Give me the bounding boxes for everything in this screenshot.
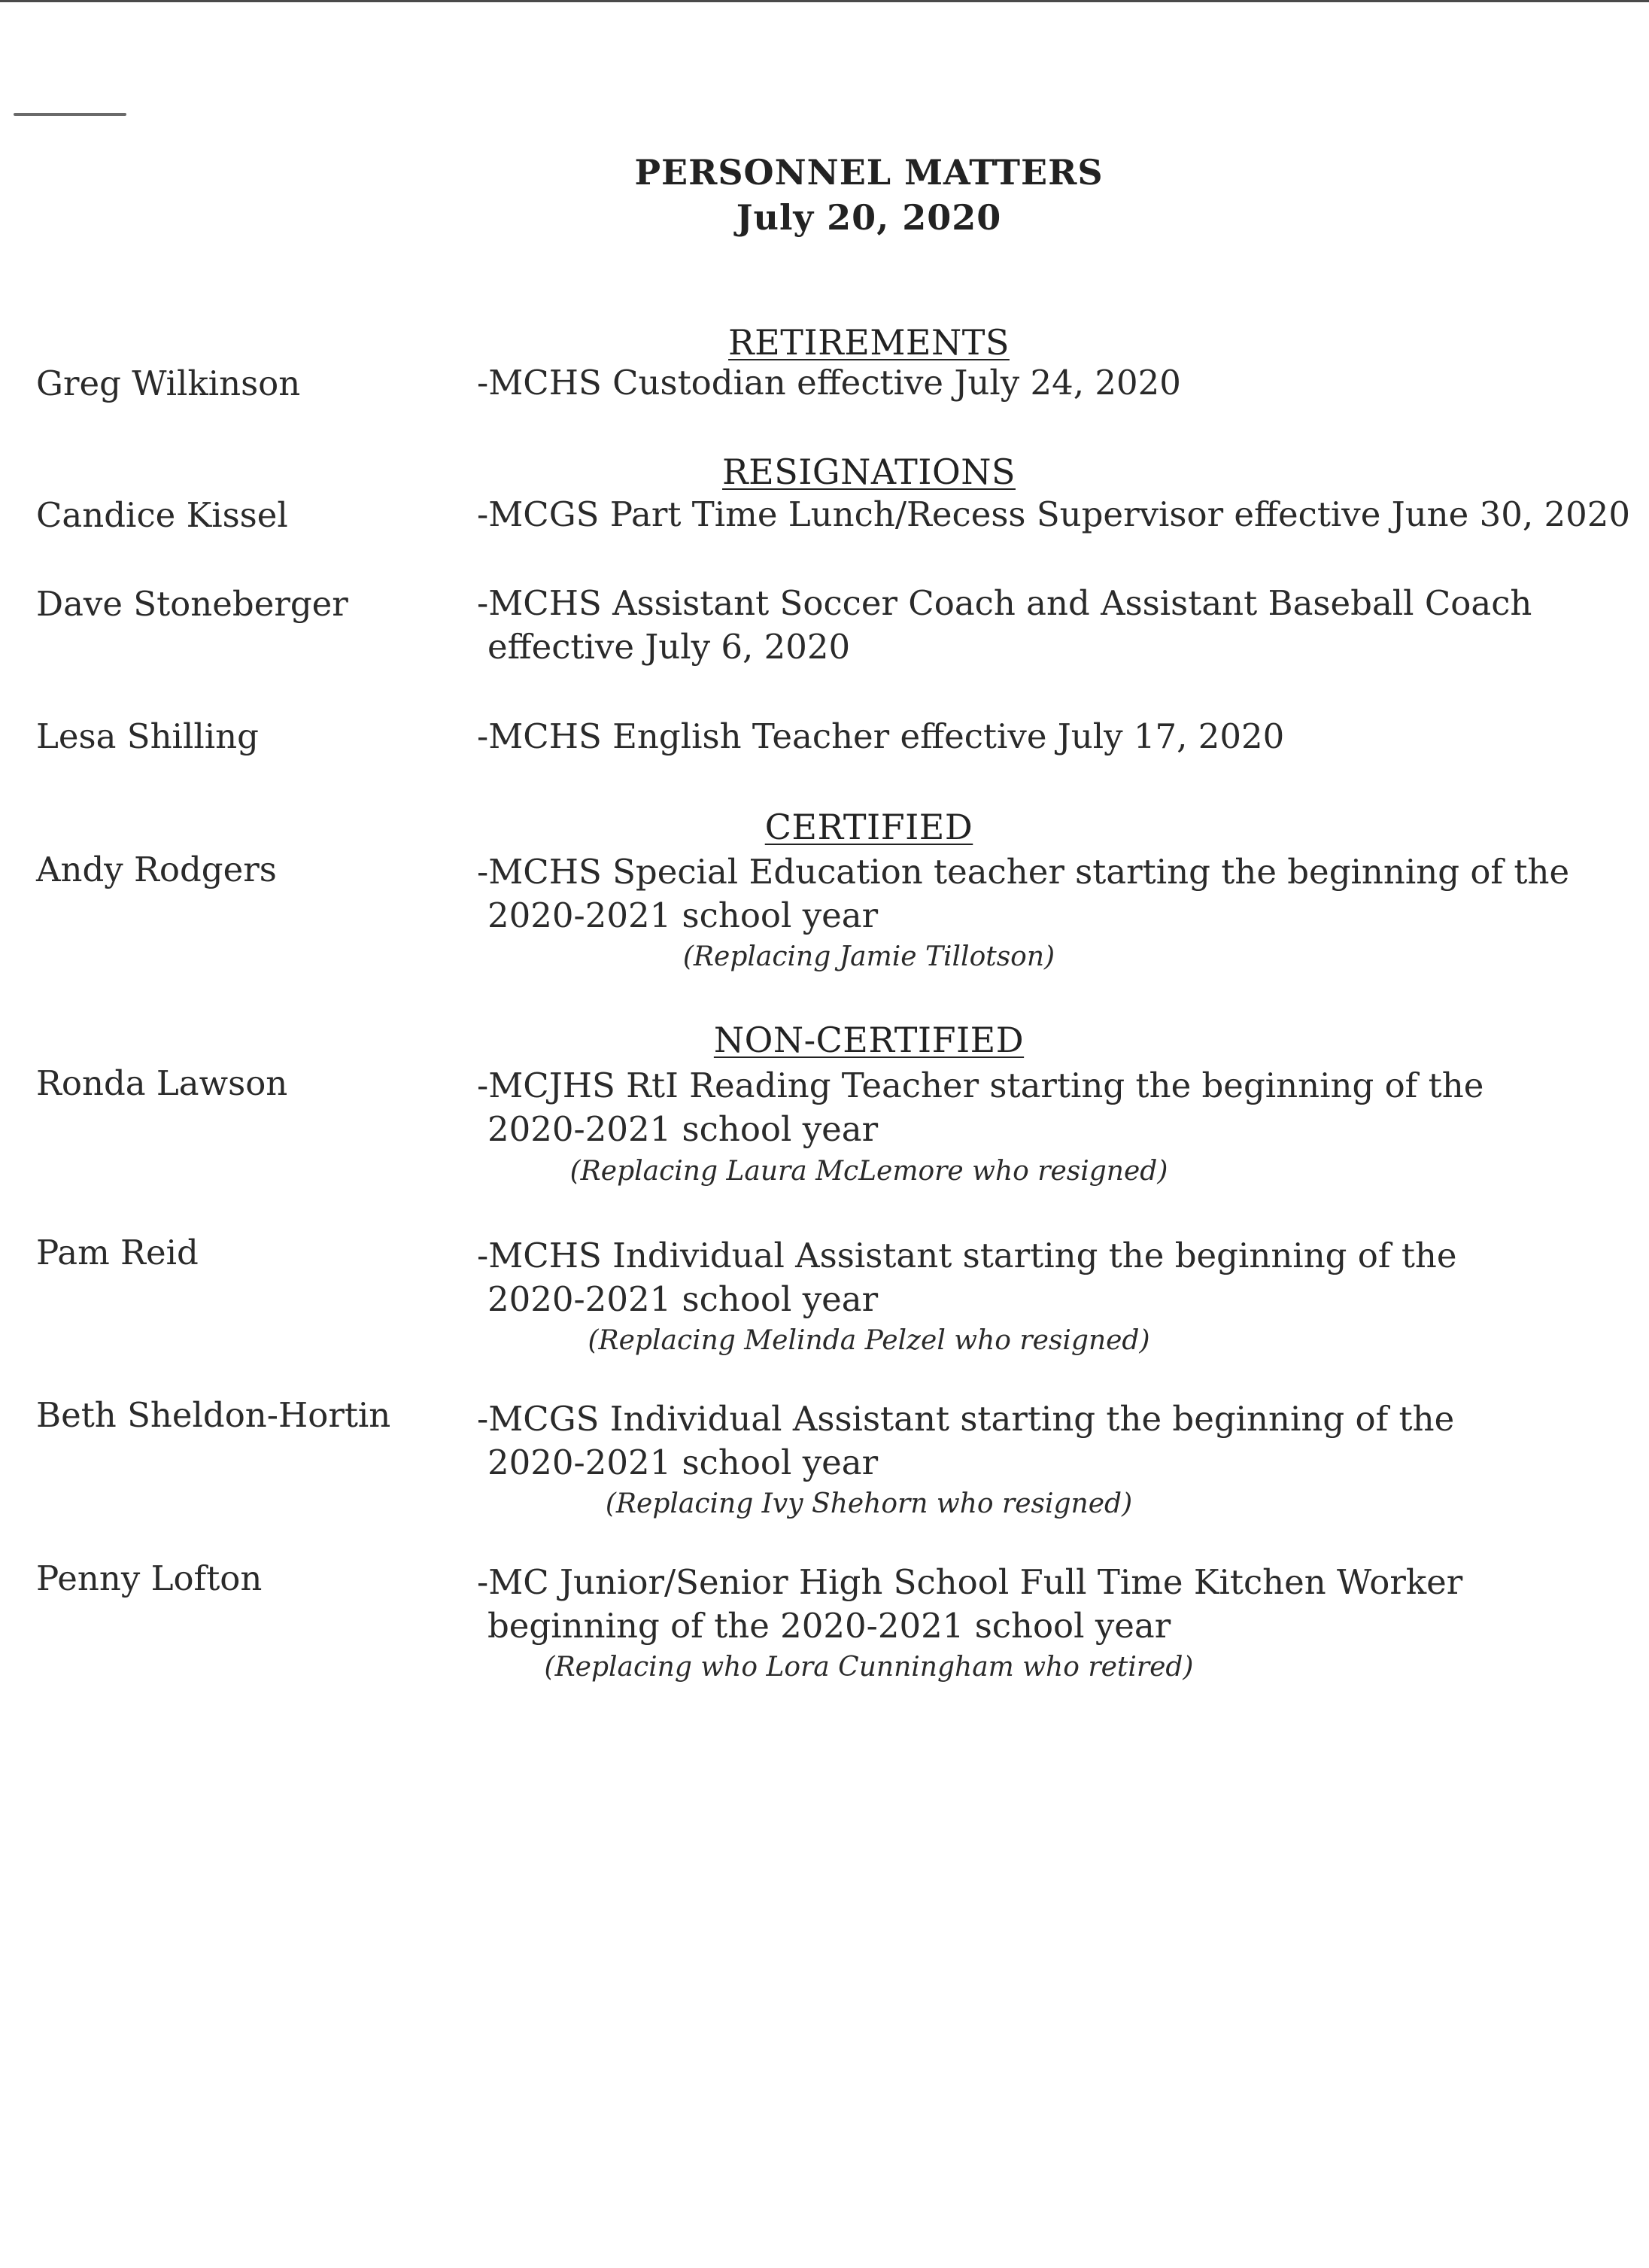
page-date: July 20, 2020 [736,197,1002,238]
entry-description-line: 2020-2021 school year [487,1443,879,1482]
section-heading-retirements: RETIREMENTS [728,322,1010,363]
entry-description-line: 2020-2021 school year [487,1109,879,1149]
entry-description-line: -MCJHS RtI Reading Teacher starting the beginning of the [477,1066,1484,1105]
section-heading-non-certified: NON-CERTIFIED [713,1020,1025,1060]
entry-description-line: -MCGS Individual Assistant starting the beginning of the [477,1399,1455,1439]
entry-description-line: -MCHS Individual Assistant starting the beginning of the [477,1236,1457,1275]
entry-description-line: -MCHS English Teacher effective July 17, 2020 [477,716,1285,756]
entry-name: Candice Kissel [36,495,288,535]
scan-mark [14,113,126,116]
entry-name: Andy Rodgers [36,850,277,889]
entry-description [477,1397,1454,1485]
section-heading-resignations: RESIGNATIONS [722,451,1016,492]
entry-name: Greg Wilkinson [36,363,301,403]
entry-description [477,1234,1457,1321]
entry-description [477,361,1181,405]
entry-description-line: -MCHS Special Education teacher starting the beginning of the [477,852,1570,892]
entry-name: Beth Sheldon-Hortin [36,1395,391,1435]
entry-description [477,493,1630,537]
top-rule [0,0,1649,2]
replacement-note: (Replacing Ivy Shehorn who resigned) [605,1488,1133,1519]
entry-description-line: -MC Junior/Senior High School Full Time Kitchen Worker [477,1562,1463,1602]
entry-description [477,1064,1483,1151]
entry-name: Dave Stoneberger [36,584,348,624]
entry-description-line: -MCGS Part Time Lunch/Recess Supervisor effective June 30, 2020 [477,494,1630,534]
entry-name: Penny Lofton [36,1558,263,1598]
replacement-note: (Replacing Laura McLemore who resigned) [569,1156,1168,1187]
entry-description [477,715,1284,759]
entry-description-line: 2020-2021 school year [487,1279,879,1319]
section-heading-certified: CERTIFIED [764,807,973,847]
replacement-note: (Replacing Melinda Pelzel who resigned) [588,1325,1150,1356]
entry-description-line: beginning of the 2020-2021 school year [487,1606,1171,1646]
entry-description-line: -MCHS Custodian effective July 24, 2020 [477,363,1181,403]
entry-name: Ronda Lawson [36,1063,288,1103]
entry-description-line: 2020-2021 school year [487,895,879,935]
replacement-note: (Replacing who Lora Cunningham who retired) [544,1652,1194,1683]
entry-description-line: effective July 6, 2020 [487,627,851,667]
entry-name: Lesa Shilling [36,716,259,756]
entry-description [477,850,1569,938]
entry-description [477,582,1532,669]
replacement-note: (Replacing Jamie Tillotson) [682,941,1055,972]
page-title: PERSONNEL MATTERS [634,152,1104,193]
entry-description-line: -MCHS Assistant Soccer Coach and Assistant Baseball Coach [477,583,1532,623]
entry-description [477,1561,1462,1648]
entry-name: Pam Reid [36,1233,199,1272]
